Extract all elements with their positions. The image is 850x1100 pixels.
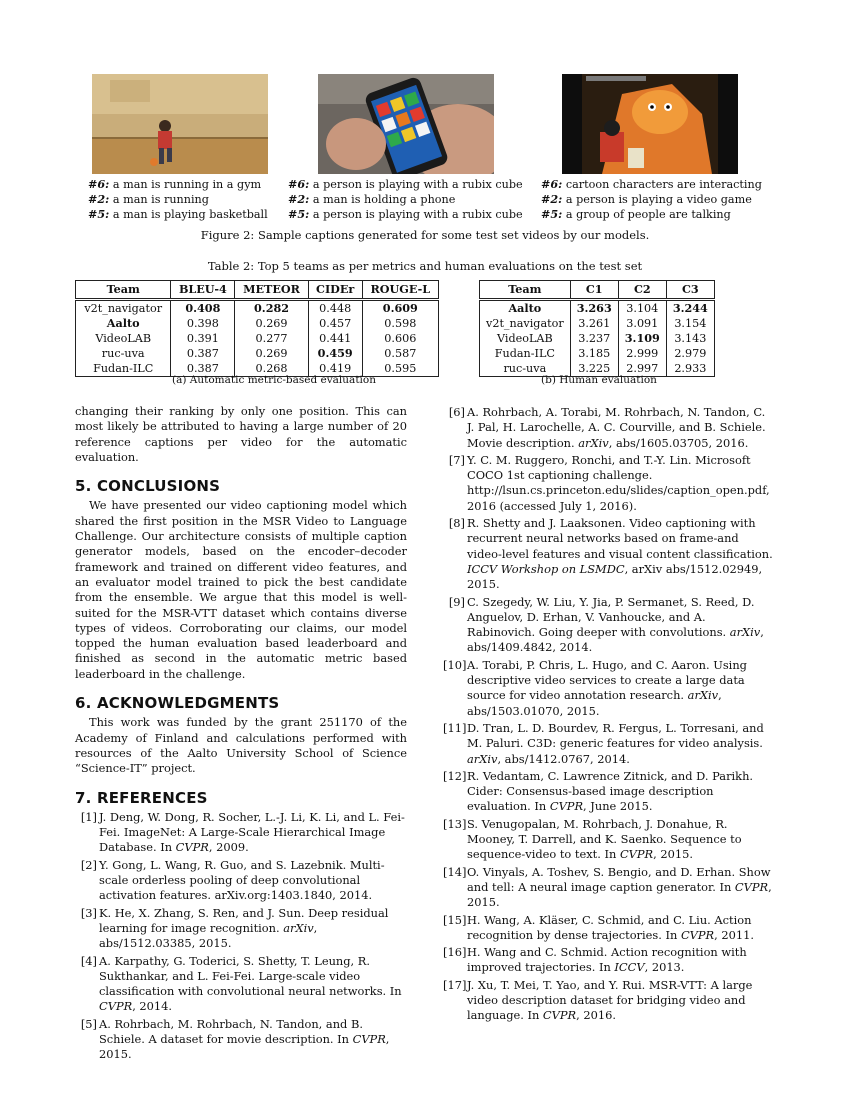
table-cell: 2.999: [618, 346, 666, 361]
table-cell: Aalto: [480, 300, 571, 317]
reference-suffix: , 2011.: [714, 927, 754, 942]
conclusions-paragraph: We have presented our video captioning model which shared the first position in the MSR Video to Language Challenge. Our architecture consists of multiple caption generator models, based on the encoder–decoder framework and trained on different video features, and an evaluator model trained to pick the best candidate from the ensemble. We argue that this model is well-suited for the MSR-VTT dataset which contains diverse types of videos. Corroborating our claims, our model topped the human evaluation based leaderboard and finished as second in the automatic metric based leaderboard in the challenge.: [75, 498, 407, 681]
reference-suffix: , 2015.: [467, 879, 772, 910]
reference-suffix: , abs/1503.01070, 2015.: [467, 688, 722, 718]
table-cell: 0.609: [362, 300, 438, 317]
reference-suffix: , 2013.: [644, 960, 685, 975]
table-title: Table 2: Top 5 teams as per metrics and human evaluations on the test set: [207, 259, 643, 273]
table-cell: Fudan-ILC: [76, 361, 171, 377]
reference-list: [443, 405, 775, 1024]
caption-line: #6: cartoon characters are interacting: [541, 177, 762, 191]
reference-number: [9]: [448, 594, 465, 609]
reference-number: [11]: [443, 720, 467, 735]
table-cell: ruc-uva: [76, 346, 171, 361]
reference-item: [75, 858, 407, 904]
human-evaluation-table: [479, 280, 715, 377]
continuation-paragraph: changing their ranking by only one position. This can most likely be attributed to having a large number of 20 reference captions per video for the automatic evaluation.: [75, 404, 407, 464]
table-row: [480, 346, 715, 361]
reference-item: [443, 913, 775, 944]
reference-suffix: , June 2015.: [583, 799, 653, 814]
caption-line: #2: a person is playing a video game: [541, 192, 752, 207]
reference-item: [75, 954, 407, 1015]
reference-text: R. Shetty and J. Laaksonen. Video captioning with recurrent neural networks based on frame-and video-level features and visual content classification.: [467, 516, 773, 561]
reference-suffix: , 2015.: [99, 1031, 390, 1062]
table-header: C1: [570, 281, 618, 300]
table-cell: 0.387: [171, 361, 235, 377]
section-heading-references: 7. REFERENCES: [75, 788, 208, 807]
table-cell: 0.606: [362, 331, 438, 346]
caption-line: #6: a man is running in a gym: [88, 177, 262, 191]
reference-venue: ICCV Workshop on LSMDC: [467, 561, 625, 576]
acknowledgments-paragraph: This work was funded by the grant 251170 of the Academy of Finland and calculations performed with resources of the Aalto University School of Science “Science-IT” project.: [75, 715, 407, 776]
reference-text: H. Wang, A. Kläser, C. Schmid, and C. Liu. Action recognition by dense trajectories. In: [467, 912, 752, 942]
reference-text: C. Szegedy, W. Liu, Y. Jia, P. Sermanet, S. Reed, D. Anguelov, D. Erhan, V. Vanhoucke, and A. Rabinovich. Going deeper with convolutions.: [467, 594, 755, 640]
reference-text: O. Vinyals, A. Toshev, S. Bengio, and D. Erhan. Show and tell: A neural image caption generator. In: [467, 864, 771, 894]
reference-venue: arXiv: [578, 435, 609, 450]
reference-venue: CVPR: [549, 799, 584, 814]
table-cell: 0.268: [235, 361, 308, 377]
caption-line: #6: a person is playing with a rubix cube: [288, 177, 523, 191]
reference-text: S. Venugopalan, M. Rohrbach, J. Donahue, R. Mooney, T. Darrell, and K. Saenko. Sequence to sequence-video to text. In: [467, 816, 742, 862]
cartoon-thumbnail: [562, 74, 738, 174]
table-row: [480, 300, 715, 317]
reference-text: A. Karpathy, G. Toderici, S. Shetty, T. Leung, R. Sukthankar, and L. Fei-Fei. Large-scale video classification with convolutional neural networks. In: [99, 953, 402, 999]
table-cell: 0.459: [308, 346, 362, 361]
table-cell: 0.269: [235, 346, 308, 361]
reference-item: [443, 769, 775, 815]
reference-number: [2]: [80, 857, 97, 872]
reference-text: Y. C. M. Ruggero, Ronchi, and T.-Y. Lin. Microsoft COCO 1st captioning challenge. http://lsun.cs.princeton.edu/slides/caption_open.pdf, 2016 (accessed July 1, 2016).: [467, 452, 770, 513]
table-cell: 3.109: [618, 331, 666, 346]
reference-text: D. Tran, L. D. Bourdev, R. Fergus, L. Torresani, and M. Paluri. C3D: generic features for video analysis.: [467, 720, 764, 751]
subtable-caption-b: (b) Human evaluation: [541, 374, 657, 386]
table-cell: 2.979: [666, 346, 714, 361]
reference-venue: arXiv: [283, 920, 314, 935]
table-cell: 3.154: [666, 316, 714, 331]
table-cell: Fudan-ILC: [480, 346, 571, 361]
reference-suffix: , abs/1512.03385, 2015.: [99, 920, 318, 951]
table-cell: VideoLAB: [480, 331, 571, 346]
table-header: CIDEr: [308, 281, 362, 300]
reference-venue: CVPR: [352, 1031, 386, 1046]
reference-number: [7]: [448, 452, 465, 467]
reference-number: [3]: [80, 905, 97, 920]
reference-text: K. He, X. Zhang, S. Ren, and J. Sun. Deep residual learning for image recognition.: [99, 905, 389, 935]
reference-venue: arXiv: [467, 751, 498, 766]
table-cell: 0.448: [308, 300, 362, 317]
image-captions-2: [288, 177, 523, 223]
reference-suffix: , 2014.: [132, 999, 173, 1014]
caption-line: #2: a man is running: [88, 192, 209, 207]
table-row: [480, 316, 715, 331]
table-cell: v2t_navigator: [76, 300, 171, 317]
caption-line: #5: a person is playing with a rubix cube: [288, 207, 523, 222]
table-header: C2: [618, 281, 666, 300]
reference-number: [1]: [80, 809, 97, 824]
table-header: Team: [76, 281, 171, 300]
reference-item: [443, 865, 775, 911]
table-cell: 2.933: [666, 361, 714, 377]
table-cell: 3.263: [570, 300, 618, 317]
reference-item: [443, 516, 775, 592]
table-cell: VideoLAB: [76, 331, 171, 346]
table-cell: 0.387: [171, 346, 235, 361]
reference-item: [443, 817, 775, 863]
reference-number: [13]: [443, 816, 467, 831]
table-row: [76, 346, 439, 361]
table-header: Team: [480, 281, 571, 300]
subtable-caption-a: (a) Automatic metric-based evaluation: [172, 374, 376, 386]
reference-venue: CVPR: [542, 1008, 577, 1023]
reference-venue: ICCV: [614, 960, 645, 975]
reference-suffix: , 2015.: [653, 847, 693, 862]
table-cell: 0.408: [171, 300, 235, 317]
basketball-gym-thumbnail: [92, 74, 268, 174]
table-row: [480, 331, 715, 346]
table-header-row: [76, 281, 439, 300]
reference-item: [443, 405, 775, 451]
reference-text: A. Rohrbach, M. Rohrbach, N. Tandon, and B. Schiele. A dataset for movie description. In: [99, 1016, 363, 1046]
table-cell: 0.282: [235, 300, 308, 317]
table-cell: 0.419: [308, 361, 362, 377]
table-cell: 3.225: [570, 361, 618, 377]
reference-number: [14]: [443, 864, 467, 879]
table-cell: 3.104: [618, 300, 666, 317]
reference-item: [443, 595, 775, 656]
reference-item: [443, 945, 775, 976]
table-cell: 3.261: [570, 316, 618, 331]
table-cell: 0.277: [235, 331, 308, 346]
table-cell: 3.091: [618, 316, 666, 331]
caption-line: #2: a man is holding a phone: [288, 192, 456, 207]
reference-number: [16]: [443, 945, 467, 960]
reference-suffix: , 2016.: [576, 1008, 616, 1023]
table-cell: v2t_navigator: [480, 316, 571, 331]
reference-item: [75, 810, 407, 856]
image-captions-3: [541, 177, 762, 223]
reference-number: [4]: [80, 953, 97, 968]
reference-venue: arXiv: [729, 625, 761, 640]
table-header: BLEU-4: [171, 281, 235, 300]
reference-text: Y. Gong, L. Wang, R. Guo, and S. Lazebnik. Multi-scale orderless pooling of deep convolutional activation features. arXiv.org:1403.1840, 2014.: [99, 857, 385, 903]
section-heading-conclusions: 5. CONCLUSIONS: [75, 477, 221, 496]
reference-item: [443, 721, 775, 767]
reference-item: [443, 978, 775, 1024]
reference-text: R. Vedantam, C. Lawrence Zitnick, and D. Parikh. Cider: Consensus-based image description evaluation. In: [467, 768, 754, 814]
reference-item: [443, 658, 775, 719]
reference-item: [75, 906, 407, 952]
table-cell: 0.391: [171, 331, 235, 346]
table-cell: 0.598: [362, 316, 438, 331]
table-cell: 3.143: [666, 331, 714, 346]
table-cell: ruc-uva: [480, 361, 571, 377]
reference-venue: CVPR: [175, 840, 209, 855]
table-cell: 2.997: [618, 361, 666, 377]
automatic-metrics-table: [75, 280, 439, 377]
reference-item: [443, 453, 775, 514]
reference-suffix: , abs/1412.0767, 2014.: [497, 751, 630, 766]
table-row: [76, 316, 439, 331]
left-column: [75, 404, 407, 1065]
reference-text: A. Torabi, P. Chris, L. Hugo, and C. Aaron. Using descriptive video services to create a large data source for video annotation research.: [467, 657, 747, 703]
figure-caption: Figure 2: Sample captions generated for some test set videos by our models.: [200, 228, 650, 242]
table-cell: 3.185: [570, 346, 618, 361]
table-cell: 0.595: [362, 361, 438, 377]
table-cell: 3.237: [570, 331, 618, 346]
table-cell: 0.398: [171, 316, 235, 331]
section-heading-acknowledgments: 6. ACKNOWLEDGMENTS: [75, 694, 280, 713]
reference-text: H. Wang and C. Schmid. Action recognition with improved trajectories. In: [467, 945, 747, 975]
reference-venue: arXiv: [687, 688, 719, 703]
reference-list: [75, 810, 407, 1063]
table-row: [76, 300, 439, 317]
table-header: C3: [666, 281, 714, 300]
reference-suffix: , arXiv abs/1512.02949, 2015.: [467, 561, 763, 592]
phone-cube-thumbnail: [318, 74, 494, 174]
table-cell: Aalto: [76, 316, 171, 331]
reference-number: [17]: [443, 977, 467, 992]
right-column: [443, 405, 775, 1026]
table-row: [76, 331, 439, 346]
reference-number: [10]: [443, 657, 467, 672]
reference-number: [12]: [443, 768, 467, 783]
reference-venue: CVPR: [734, 879, 769, 894]
reference-number: [5]: [80, 1016, 97, 1031]
reference-suffix: , abs/1409.4842, 2014.: [467, 625, 764, 655]
reference-text: J. Xu, T. Mei, T. Yao, and Y. Rui. MSR-VTT: A large video description dataset for bridging video and language. In: [467, 977, 753, 1023]
reference-number: [15]: [443, 912, 467, 927]
reference-item: [75, 1017, 407, 1063]
reference-suffix: , 2009.: [208, 840, 249, 855]
table-cell: 0.269: [235, 316, 308, 331]
image-captions-1: [88, 177, 268, 223]
table-cell: 0.457: [308, 316, 362, 331]
caption-line: #5: a group of people are talking: [541, 207, 731, 222]
table-header-row: [480, 281, 715, 300]
caption-line: #5: a man is playing basketball: [88, 207, 268, 222]
reference-number: [8]: [448, 516, 465, 531]
reference-text: J. Deng, W. Dong, R. Socher, L.-J. Li, K. Li, and L. Fei-Fei. ImageNet: A Large-Scale Hierarchical Image Database. In: [99, 809, 405, 855]
reference-venue: CVPR: [99, 999, 133, 1014]
reference-venue: CVPR: [680, 927, 715, 942]
reference-suffix: , abs/1605.03705, 2016.: [608, 435, 749, 450]
reference-text: A. Rohrbach, A. Torabi, M. Rohrbach, N. Tandon, C. J. Pal, H. Larochelle, A. C. Courville, and B. Schiele. Movie description.: [467, 405, 766, 450]
table-cell: 3.244: [666, 300, 714, 317]
reference-number: [6]: [448, 405, 465, 419]
table-cell: 0.587: [362, 346, 438, 361]
table-header: ROUGE-L: [362, 281, 438, 300]
reference-venue: CVPR: [619, 847, 654, 862]
table-cell: 0.441: [308, 331, 362, 346]
table-header: METEOR: [235, 281, 308, 300]
